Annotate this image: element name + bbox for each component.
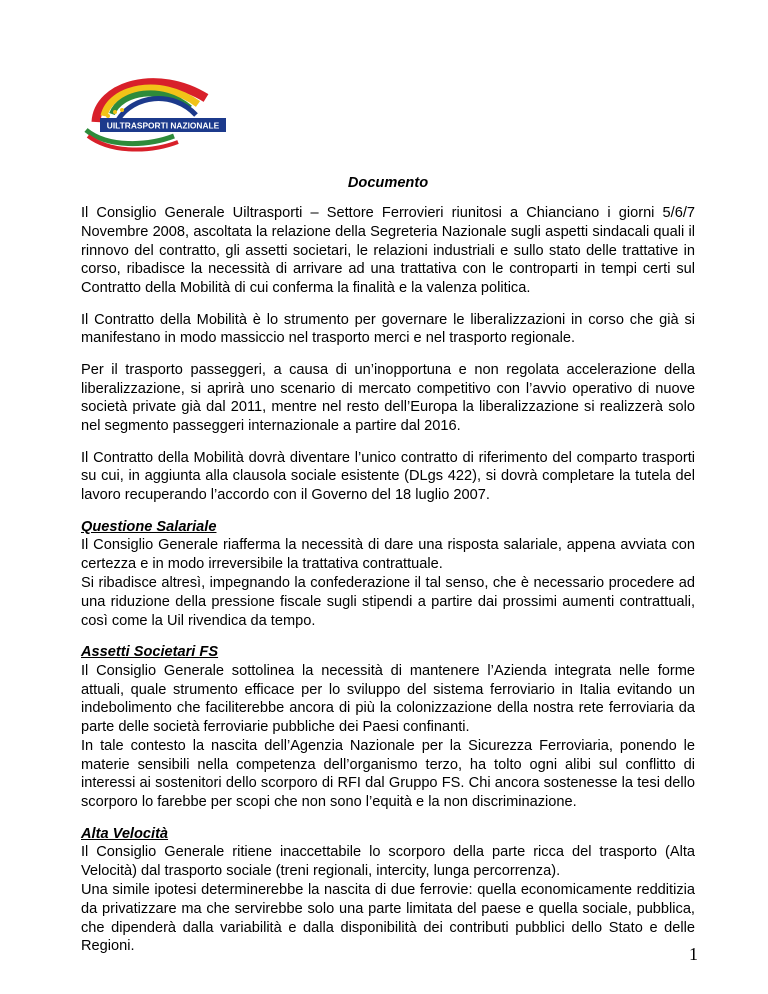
section-paragraph: Il Consiglio Generale sottolinea la necessità di mantenere l’Azienda integrata nelle forme attuali, quale strumento efficace per lo sviluppo del sistema ferroviario in Italia evitando un indebolimento che faciliterebbe ancora di più la colonizzazione della nostra rete ferroviaria da parte delle società ferroviarie pubbliche dei Paesi confinanti. (81, 662, 695, 736)
document-body (81, 174, 695, 969)
section-alta-velocita (81, 825, 695, 957)
section-paragraph: Si ribadisce altresì, impegnando la confederazione il tal senso, che è necessario procedere ad una riduzione della pressione fiscale sugli stipendi a partire dai prossimi aumenti contrattuali, così come la Uil rivendica da tempo. (81, 574, 695, 629)
section-paragraph: Il Consiglio Generale ritiene inaccettabile lo scorporo della parte ricca del trasporto (Alta Velocità) dal trasporto sociale (treni regionali, intercity, lunga percorrenza). (81, 844, 695, 880)
uiltrasporti-logo (78, 60, 228, 152)
section-heading: Alta Velocità (81, 825, 169, 842)
uiltrasporti-logo-graphic (78, 60, 228, 152)
intro-paragraph-1: Il Consiglio Generale Uiltrasporti – Settore Ferrovieri riunitosi a Chianciano i giorni 5/6/7 Novembre 2008, ascoltata la relazione della Segreteria Nazionale sugli aspetti sindacali quali il rinnovo del contratto, gli assetti societari, le relazioni industriali e sullo stato delle trattative in corso, ribadisce la necessità di arrivare ad una trattativa con le controparti in tempi certi sul Contratto della Mobilità di cui conferma la finalità e la valenza politica. (81, 205, 695, 297)
page-number: 1 (689, 944, 698, 964)
document-title: Documento (347, 175, 429, 191)
section-paragraph: In tale contesto la nascita dell’Agenzia Nazionale per la Sicurezza Ferroviaria, ponendo le materie sensibili nella competenza dell’organismo terzo, ha tolto ogni alibi sul conflitto di interessi ai sostenitori dello scorporo di RFI dal Gruppo FS. Chi ancora sostenesse la tesi dello scorporo lo farebbe per scopi che non sono l’equità e la non discriminazione. (81, 737, 695, 811)
section-heading: Assetti Societari FS (81, 643, 219, 660)
intro-paragraph-2: Il Contratto della Mobilità è lo strumento per governare le liberalizzazioni in corso che già si manifestano in modo massiccio nel trasporto merci e nel trasporto regionale. (81, 311, 695, 347)
intro-paragraph-4: Il Contratto della Mobilità dovrà diventare l’unico contratto di riferimento del comparto trasporti su cui, in aggiunta alla clausola sociale esistente (DLgs 422), si dovrà completare la tutela del lavoro recuperando l’accordo con il Governo del 18 luglio 2007. (81, 449, 695, 504)
section-paragraph: Il Consiglio Generale riafferma la necessità di dare una risposta salariale, appena avviata con certezza e in modo irreversibile la trattativa contrattuale. (81, 537, 695, 573)
section-heading: Questione Salariale (81, 518, 217, 535)
section-questione-salariale (81, 518, 695, 631)
section-assetti-societari (81, 643, 695, 812)
section-paragraph: Una simile ipotesi determinerebbe la nascita di due ferrovie: quella economicamente redditizia da privatizzare ma che servirebbe solo una parte limitata del paese e quella sociale, pubblica, che dipenderà dalla variabilità e dalla disponibilità dei contributi pubblici dello Stato e delle Regioni. (81, 882, 695, 955)
logo-text: UILTRASPORTI NAZIONALE (106, 120, 220, 131)
intro-paragraph-3: Per il trasporto passeggeri, a causa di un’inopportuna e non regolata accelerazione della liberalizzazione, si aprirà uno scenario di mercato competitivo con l’avvio operativo di nuove società private già dal 2011, mentre nel resto dell’Europa la liberalizzazione si realizzerà solo nel segmento passeggeri internazionale a partire dal 2016. (81, 361, 695, 435)
